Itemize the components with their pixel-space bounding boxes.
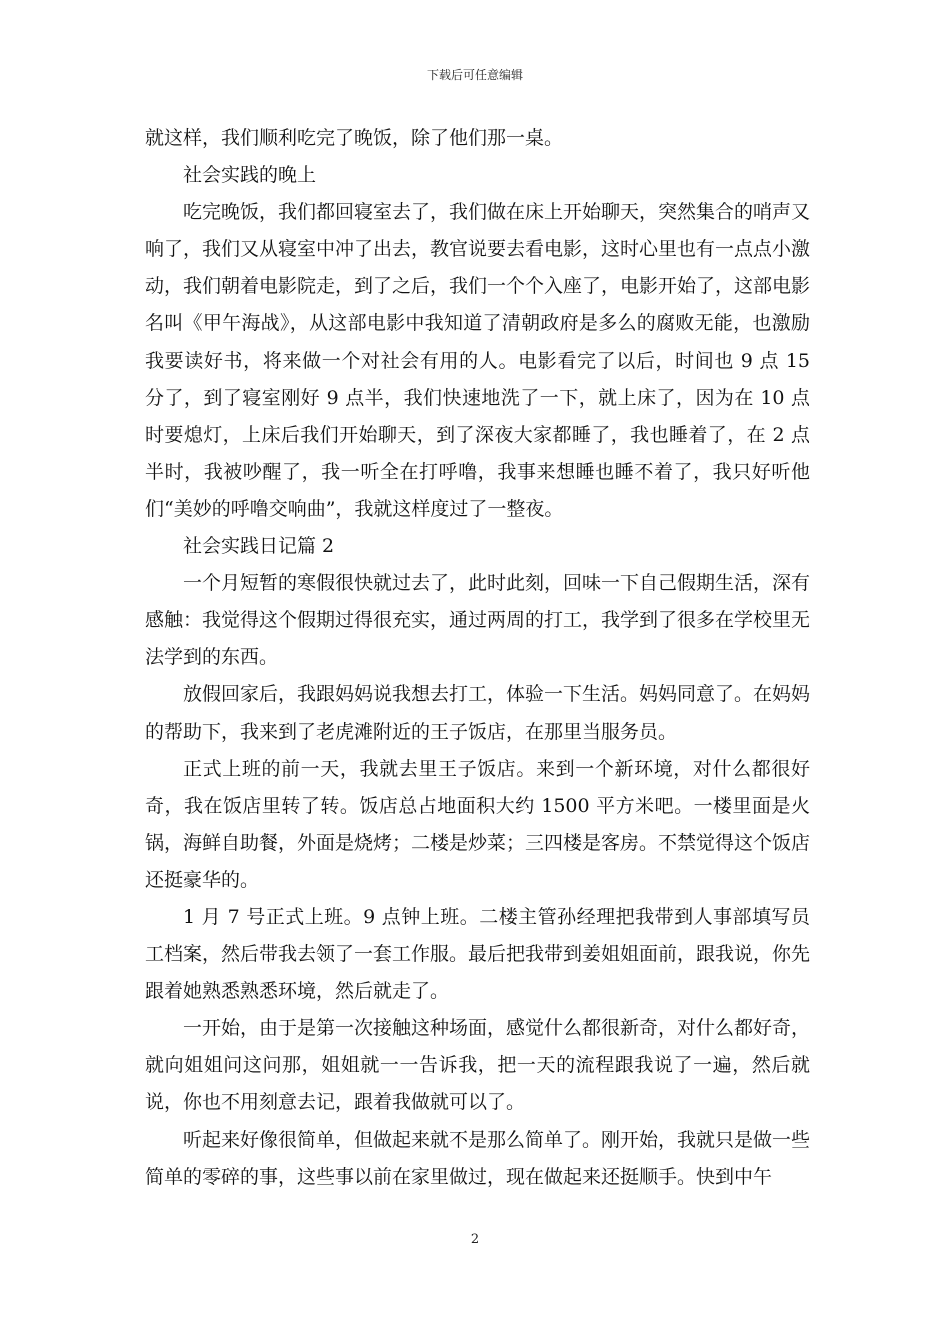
paragraph-7: 正式上班的前一天，我就去里王子饭店。来到一个新环境，对什么都很好奇，我在饭店里转了转。饭店总占地面积大约 1500 平方米吧。一楼里面是火锅，海鲜自助餐，外面是烧烤；二楼是炒菜；三四楼是客房。不禁觉得这个饭店还挺豪华的。	[145, 757, 811, 891]
paragraph-5: 一个月短暂的寒假很快就过去了，此时此刻，回味一下自己假期生活，深有感触：我觉得这个假期过得很充实，通过两周的打工，我学到了很多在学校里无法学到的东西。	[145, 572, 811, 669]
page-header-note: 下载后可任意编辑	[426, 68, 523, 82]
paragraph-10: 听起来好像很简单，但做起来就不是那么简单了。刚开始，我就只是做一些简单的零碎的事，这些事以前在家里做过，现在做起来还挺顺手。快到中午	[145, 1128, 811, 1188]
section-heading-evening: 社会实践的晚上	[183, 164, 317, 187]
paragraph-6: 放假回家后，我跟妈妈说我想去打工，体验一下生活。妈妈同意了。在妈妈的帮助下，我来到了老虎滩附近的王子饭店，在那里当服务员。	[145, 683, 811, 743]
section-heading-diary-2: 社会实践日记篇 2	[183, 535, 335, 558]
paragraph-9: 一开始，由于是第一次接触这种场面，感觉什么都很新奇，对什么都好奇，就向姐姐问这问那，姐姐就一一告诉我，把一天的流程跟我说了一遍，然后就说，你也不用刻意去记，跟着我做就可以了。	[145, 1017, 811, 1114]
paragraph-3: 吃完晚饭，我们都回寝室去了，我们做在床上开始聊天，突然集合的哨声又响了，我们又从寝室中冲了出去，教官说要去看电影，这时心里也有一点点小激动，我们朝着电影院走，到了之后，我们一个个入座了，电影开始了，这部电影名叫《甲午海战》，从这部电影中我知道了清朝政府是多么的腐败无能，也激励我要读好书，将来做一个对社会有用的人。电影看完了以后，时间也 9 点 15 分了，到了寝室刚好 9 点半，我们快速地洗了一下，就上床了，因为在 10 点时要熄灯，上床后我们开始聊天，到了深夜大家都睡了，我也睡着了，在 2 点半时，我被吵醒了，我一听全在打呼噜，我事来想睡也睡不着了，我只好听他们“美妙的呼噜交响曲”，我就这样度过了一整夜。	[145, 201, 811, 520]
page-number: 2	[470, 1232, 480, 1247]
paragraph-8: 1 月 7 号正式上班。9 点钟上班。二楼主管孙经理把我带到人事部填写员工档案，然后带我去领了一套工作服。最后把我带到姜姐姐面前，跟我说，你先跟着她熟悉熟悉环境，然后就走了。	[145, 905, 811, 1003]
paragraph-1: 就这样，我们顺利吃完了晚饭，除了他们那一桌。	[145, 127, 564, 149]
document-body	[145, 120, 810, 1196]
